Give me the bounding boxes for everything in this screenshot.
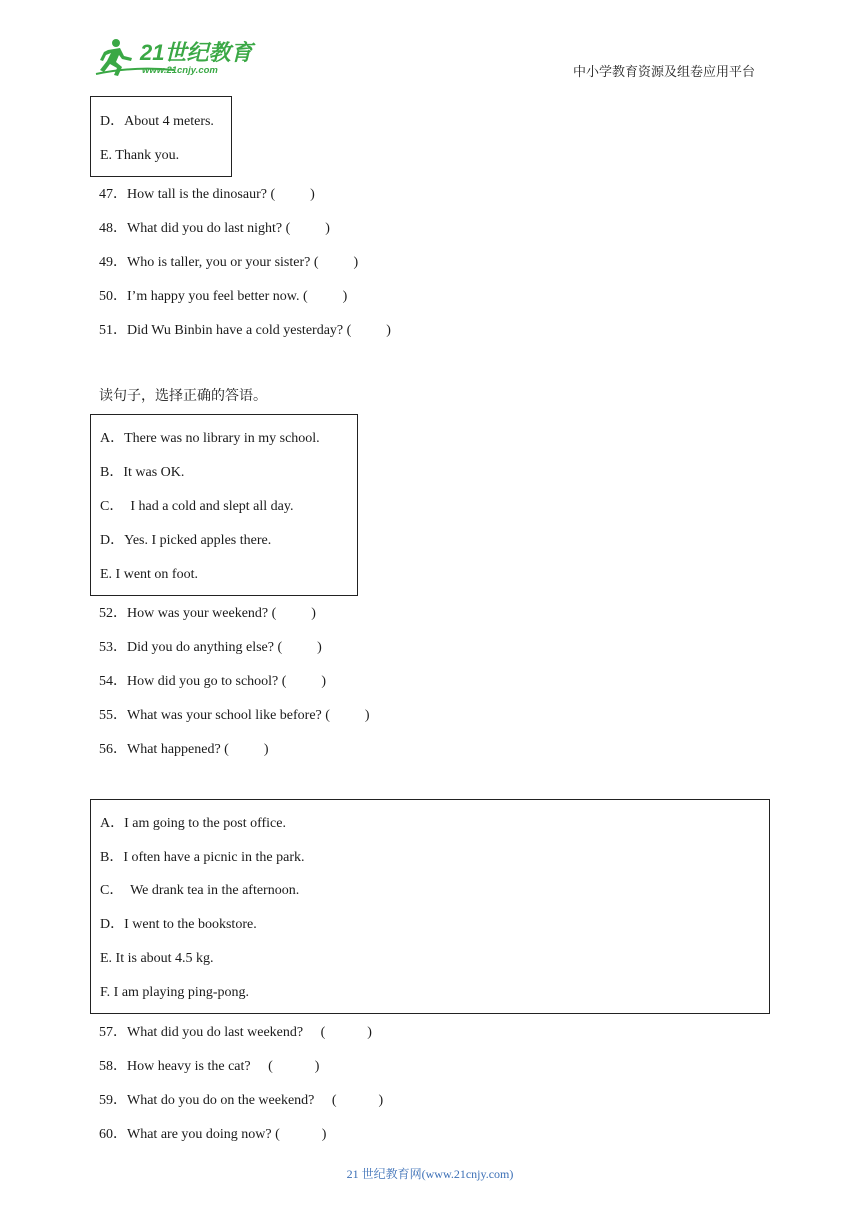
question-47: 47．How tall is the dinosaur? ( ) xyxy=(99,187,315,202)
question-58: 58．How heavy is the cat? ( ) xyxy=(99,1059,320,1074)
question-53: 53．Did you do anything else? ( ) xyxy=(99,640,322,655)
options-box-3 xyxy=(90,799,770,1014)
question-48: 48．What did you do last night? ( ) xyxy=(99,221,330,236)
question-55: 55．What was your school like before? ( ) xyxy=(99,708,370,723)
option-a: A．I am going to the post office. xyxy=(100,816,286,831)
section-instruction: 读句子，选择正确的答语。 xyxy=(99,389,267,404)
question-59: 59．What do you do on the weekend? ( ) xyxy=(99,1093,384,1108)
question-60: 60．What are you doing now? ( ) xyxy=(99,1127,327,1142)
question-57: 57．What did you do last weekend? ( ) xyxy=(99,1025,372,1040)
option-b: B．I often have a picnic in the park. xyxy=(100,850,305,865)
option-d: D．I went to the bookstore. xyxy=(100,917,257,932)
option-d: D．Yes. I picked apples there. xyxy=(100,533,272,548)
option-b: B．It was OK. xyxy=(100,465,185,480)
option-f: F. I am playing ping-pong. xyxy=(100,985,249,1000)
options-box-1 xyxy=(90,96,232,177)
option-e: E. I went on foot. xyxy=(100,567,198,582)
question-52: 52．How was your weekend? ( ) xyxy=(99,606,316,621)
question-51: 51．Did Wu Binbin have a cold yesterday? ( ) xyxy=(99,323,391,338)
site-name: 中小学教育资源及组卷应用平台 xyxy=(573,64,756,79)
option-c: C． I had a cold and slept all day. xyxy=(100,499,294,514)
site-logo xyxy=(94,36,256,78)
question-56: 56．What happened? ( ) xyxy=(99,742,269,757)
page-footer[interactable]: 21 世纪教育网(www.21cnjy.com) xyxy=(346,1167,514,1181)
runner-logo-icon xyxy=(94,36,256,78)
options-box-2 xyxy=(90,414,358,596)
question-49: 49．Who is taller, you or your sister? ( ) xyxy=(99,255,359,270)
option-a: A．There was no library in my school. xyxy=(100,431,320,446)
question-50: 50．I’m happy you feel better now. ( ) xyxy=(99,289,348,304)
option-c: C． We drank tea in the afternoon. xyxy=(100,883,300,898)
option-d: D．About 4 meters. xyxy=(100,114,214,129)
question-54: 54．How did you go to school? ( ) xyxy=(99,674,327,689)
option-e: E. It is about 4.5 kg. xyxy=(100,951,214,966)
logo-text: 21世纪教育 xyxy=(140,40,253,65)
option-e: E. Thank you. xyxy=(100,148,180,163)
logo-url: www.21cnjy.com xyxy=(142,65,218,76)
